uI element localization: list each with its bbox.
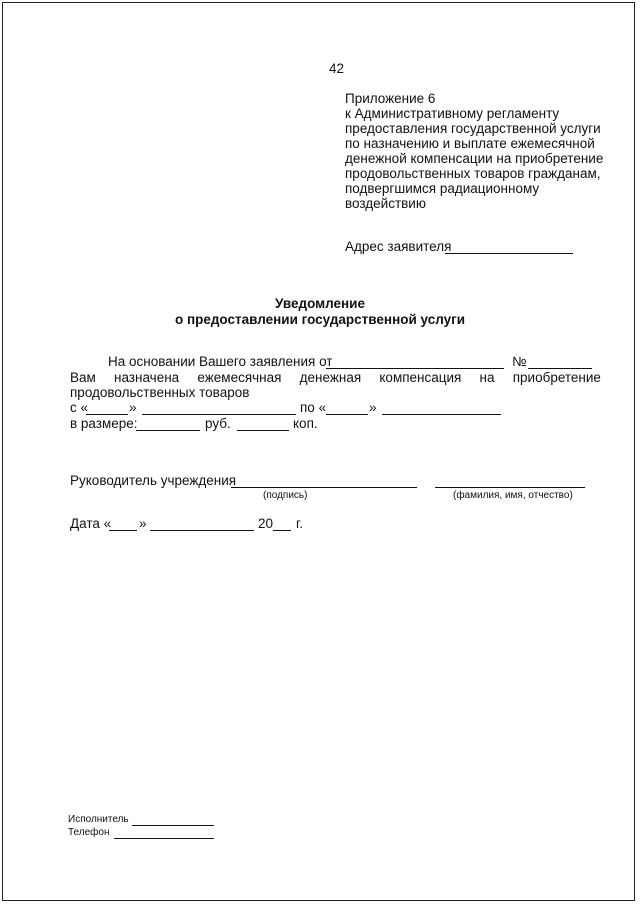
amount-rub-field[interactable] [136,430,200,431]
kop-label: коп. [293,416,318,431]
appendix-block [345,91,603,211]
basis-label: На основании Вашего заявления от [108,354,333,369]
period-to-month-field[interactable] [382,414,501,415]
period-from-close: » [129,400,137,415]
appendix-line: предоставления государственной услуги [345,121,601,136]
year-suffix: г. [296,516,304,531]
period-from-month-field[interactable] [142,414,296,415]
period-to-day-field[interactable] [326,414,368,415]
number-sign: № [512,354,527,369]
date-close: » [139,516,147,531]
period-from-day-field[interactable] [86,414,128,415]
phone-label: Телефон [68,827,110,838]
appendix-line: воздействию [345,196,426,211]
assigned-line [70,370,601,385]
period-to-close: » [369,400,377,415]
amount-label: в размере: [70,416,138,431]
document-subtitle: о предоставлении государственной услуги [174,312,466,327]
executor-field[interactable] [132,825,214,826]
rub-label: руб. [205,416,231,431]
assigned-word: назначена [114,370,180,385]
assigned-word: Вам [70,370,96,385]
appendix-line: денежной компенсации на приобретение [345,151,604,166]
period-from-prefix: с « [70,400,89,415]
date-label: Дата « [70,516,112,531]
signature-caption: (подпись) [263,490,308,501]
assigned-line-2: продовольственных товаров [70,385,250,400]
appendix-line: подвергшимся радиационному [345,181,540,196]
full-name-field[interactable] [435,487,585,488]
applicant-address-label: Адрес заявителя [345,239,452,254]
page-number: 42 [329,61,345,76]
amount-kop-field[interactable] [237,430,289,431]
signature-field[interactable] [231,487,417,488]
phone-field[interactable] [114,838,214,839]
appendix-line: Приложение 6 [345,91,436,106]
head-label: Руководитель учреждения [70,473,237,488]
assigned-word: компенсация [379,370,462,385]
period-to-label: по « [300,400,327,415]
assigned-word: денежная [299,370,362,385]
date-month-field[interactable] [150,530,254,531]
document-title: Уведомление [274,296,365,311]
executor-label: Исполнитель [68,814,129,825]
applicant-address-field[interactable] [445,253,573,254]
full-name-caption: (фамилия, имя, отчество) [453,490,573,501]
assigned-word: ежемесячная [197,370,282,385]
year-prefix: 20 [258,516,274,531]
appendix-line: продовольственных товаров гражданам, [345,166,601,181]
date-day-field[interactable] [109,530,137,531]
assigned-word: на [479,370,495,385]
application-date-field[interactable] [326,368,504,369]
year-field[interactable] [273,530,291,531]
assigned-word: приобретение [512,370,601,385]
application-number-field[interactable] [528,368,592,369]
appendix-line: по назначению и выплате ежемесячной [345,136,595,151]
appendix-line: к Административному регламенту [345,106,560,121]
